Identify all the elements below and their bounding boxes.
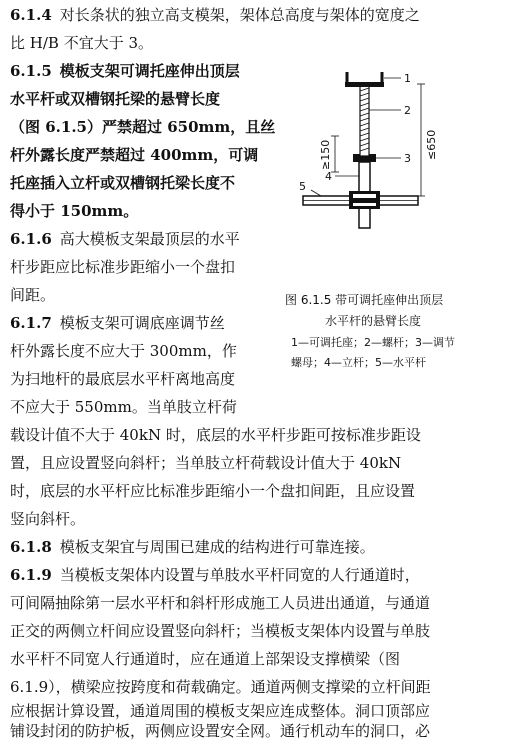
- figure-diagram: [285, 60, 500, 230]
- para-6-1-5-line-1: 6.1.5 模板支架可调托座伸出顶层: [10, 62, 240, 80]
- para-6-1-9-line-3: 正交的两侧立杆间应设置竖向斜杆；当模板支架体内设置与单肢: [10, 622, 431, 640]
- label-5: 5: [299, 180, 306, 193]
- rosette-joint: [349, 191, 380, 209]
- section-number: 6.1.8: [10, 538, 52, 556]
- para-6-1-7-line-5: 载设计值不大于 40kN 时，底层的水平杆步距可按标准步距设: [10, 426, 421, 444]
- para-6-1-5-line-3: （图 6.1.5）严禁超过 650mm，且丝: [10, 118, 276, 136]
- section-number: 6.1.9: [10, 566, 52, 584]
- para-6-1-9-line-1: 6.1.9 当模板支架体内设置与单肢水平杆同宽的人行通道时，: [10, 566, 420, 584]
- label-3: 3: [404, 152, 411, 165]
- para-6-1-4-line-2: 比 H/B 不宜大于 3。: [10, 34, 154, 52]
- figure-caption-title-1: 图 6.1.5 带可调托座伸出顶层: [285, 293, 444, 307]
- para-6-1-7-line-1: 6.1.7 模板支架可调底座调节丝: [10, 314, 225, 332]
- para-6-1-7-line-4: 不应大于 550mm。当单肢立杆荷: [10, 398, 237, 416]
- para-6-1-6-line-1: 6.1.6 高大模板支架最顶层的水平: [10, 230, 240, 248]
- para-6-1-9-line-5: 6.1.9），横梁应按跨度和荷载确定。通道两侧支撑梁的立杆间距: [10, 678, 431, 696]
- para-6-1-9-line-4: 水平杆不同宽人行通道时，应在通道上部架设支撑横梁（图: [10, 650, 401, 668]
- section-number: 6.1.4: [10, 6, 52, 24]
- para-6-1-7-line-8: 竖向斜杆。: [10, 510, 86, 528]
- section-number: 6.1.7: [10, 314, 52, 332]
- para-6-1-6-line-2: 杆步距应比标准步距缩小一个盘扣: [10, 258, 236, 276]
- para-6-1-5-line-5: 托座插入立杆或双槽钢托梁长度不: [10, 174, 236, 192]
- para-6-1-7-line-3: 为扫地杆的最底层水平杆离地高度: [10, 370, 236, 388]
- figure-caption-legend-2: 螺母；4—立杆；5—水平杆: [291, 356, 426, 369]
- dimension-min-150: ≥150: [319, 139, 332, 170]
- label-2: 2: [404, 104, 411, 117]
- para-6-1-5-line-4: 杆外露长度严禁超过 400mm，可调: [10, 146, 259, 164]
- section-number: 6.1.6: [10, 230, 52, 248]
- label-1: 1: [404, 72, 411, 85]
- para-6-1-5-line-6: 得小于 150mm。: [10, 202, 139, 220]
- para-6-1-7-line-6: 置，且应设置竖向斜杆；当单肢立杆荷载设计值大于 40kN: [10, 454, 402, 472]
- label-4: 4: [325, 170, 332, 183]
- figure-caption-title-2: 水平杆的悬臂长度: [325, 314, 422, 328]
- figure-caption-legend-1: 1—可调托座；2—螺杆；3—调节: [291, 336, 455, 349]
- dimension-max-650: ≤650: [425, 129, 438, 160]
- para-6-1-9-line-7: 铺设封闭的防护板，两侧应设置安全网。通行机动车的洞口，必: [10, 722, 431, 740]
- para-6-1-7-line-2: 杆外露长度不应大于 300mm，作: [10, 342, 237, 360]
- para-6-1-7-line-7: 时，底层的水平杆应比标准步距缩小一个盘扣间距，且应设置: [10, 482, 416, 500]
- para-6-1-9-line-2: 可间隔抽除第一层水平杆和斜杆形成施工人员进出通道，与通道: [10, 594, 431, 612]
- para-6-1-9-line-6: 应根据计算设置，通道周围的模板支架应连成整体。洞口顶部应: [10, 702, 431, 720]
- section-number: 6.1.5: [10, 62, 52, 80]
- para-6-1-4-line-1: 6.1.4 对长条状的独立高支模架，架体总高度与架体的宽度之: [10, 6, 420, 24]
- figure-6-1-5: [285, 60, 500, 369]
- para-6-1-6-line-3: 间距。: [10, 286, 56, 304]
- para-6-1-5-line-2: 水平杆或双槽钢托梁的悬臂长度: [10, 90, 221, 108]
- para-6-1-8-line-1: 6.1.8 模板支架宜与周围已建成的结构进行可靠连接。: [10, 538, 375, 556]
